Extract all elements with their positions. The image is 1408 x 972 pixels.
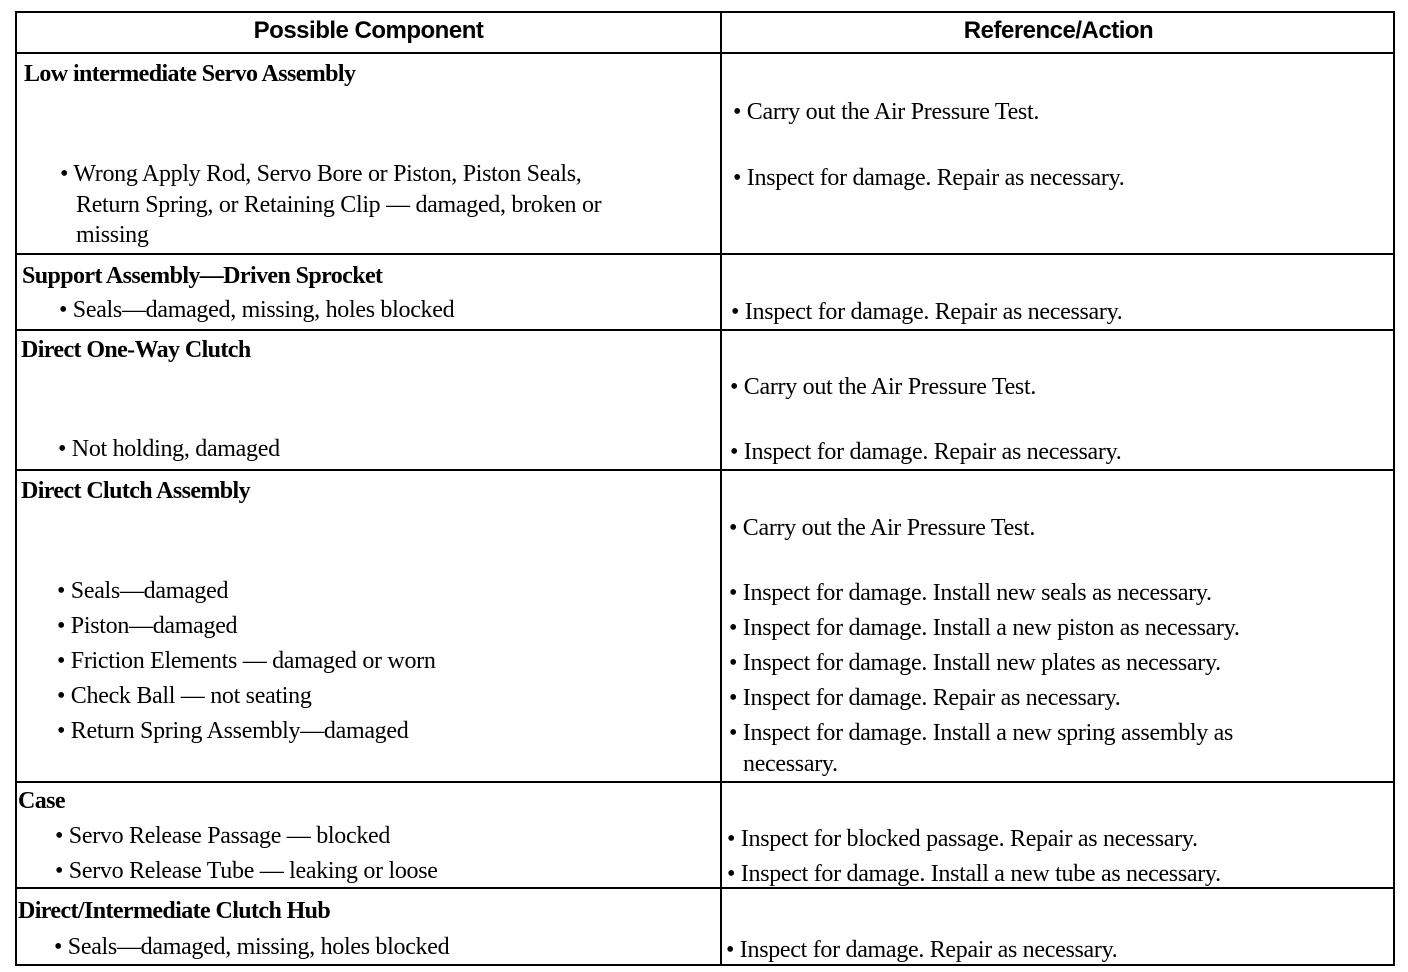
component-item: • Seals—damaged, missing, holes blocked xyxy=(54,934,450,960)
action-item: • Inspect for damage. Install a new piston as necessary. xyxy=(729,615,1240,641)
component-item: • Return Spring Assembly—damaged xyxy=(57,718,409,744)
component-item: • Friction Elements — damaged or worn xyxy=(57,648,436,674)
row-divider xyxy=(17,781,1393,783)
action-item: • Inspect for damage. Install a new spring assembly as xyxy=(729,720,1234,746)
row-title: Direct One-Way Clutch xyxy=(21,337,251,363)
header-possible-component: Possible Component xyxy=(253,17,484,44)
action-item: • Inspect for damage. Repair as necessary. xyxy=(730,439,1122,465)
action-item: • Inspect for damage. Install a new tube as necessary. xyxy=(727,861,1221,887)
action-item: • Inspect for damage. Install new plates as necessary. xyxy=(729,650,1221,676)
component-item: • Check Ball — not seating xyxy=(57,683,312,709)
component-item: Return Spring, or Retaining Clip — damaged, broken or xyxy=(76,192,602,218)
column-divider xyxy=(720,13,722,964)
action-item: • Inspect for damage. Repair as necessary. xyxy=(729,685,1121,711)
component-item: • Seals—damaged xyxy=(57,578,229,604)
row-title: Case xyxy=(18,788,65,814)
action-item: • Inspect for damage. Repair as necessary. xyxy=(731,299,1123,325)
action-item: • Inspect for damage. Repair as necessary. xyxy=(733,165,1125,191)
row-title: Low intermediate Servo Assembly xyxy=(24,61,356,87)
component-item: • Not holding, damaged xyxy=(58,436,280,462)
action-item: • Carry out the Air Pressure Test. xyxy=(729,515,1036,541)
action-item: • Inspect for damage. Repair as necessary. xyxy=(726,937,1118,963)
row-divider xyxy=(17,469,1393,471)
row-title: Support Assembly—Driven Sprocket xyxy=(22,263,383,289)
component-item: • Seals—damaged, missing, holes blocked xyxy=(59,297,455,323)
row-divider xyxy=(17,329,1393,331)
action-item: necessary. xyxy=(743,751,838,777)
component-item: • Servo Release Tube — leaking or loose xyxy=(55,858,438,884)
component-item: • Piston—damaged xyxy=(57,613,238,639)
row-title: Direct/Intermediate Clutch Hub xyxy=(18,898,331,924)
row-divider xyxy=(17,253,1393,255)
component-item: • Wrong Apply Rod, Servo Bore or Piston, Piston Seals, xyxy=(60,161,582,187)
component-item: missing xyxy=(76,222,149,248)
header-divider xyxy=(17,52,1393,54)
diagnosis-table xyxy=(15,11,1395,966)
action-item: • Inspect for blocked passage. Repair as necessary. xyxy=(727,826,1198,852)
action-item: • Inspect for damage. Install new seals as necessary. xyxy=(729,580,1212,606)
component-item: • Servo Release Passage — blocked xyxy=(55,823,391,849)
row-title: Direct Clutch Assembly xyxy=(21,478,251,504)
action-item: • Carry out the Air Pressure Test. xyxy=(730,374,1037,400)
header-reference-action: Reference/Action xyxy=(963,17,1154,44)
action-item: • Carry out the Air Pressure Test. xyxy=(733,99,1040,125)
